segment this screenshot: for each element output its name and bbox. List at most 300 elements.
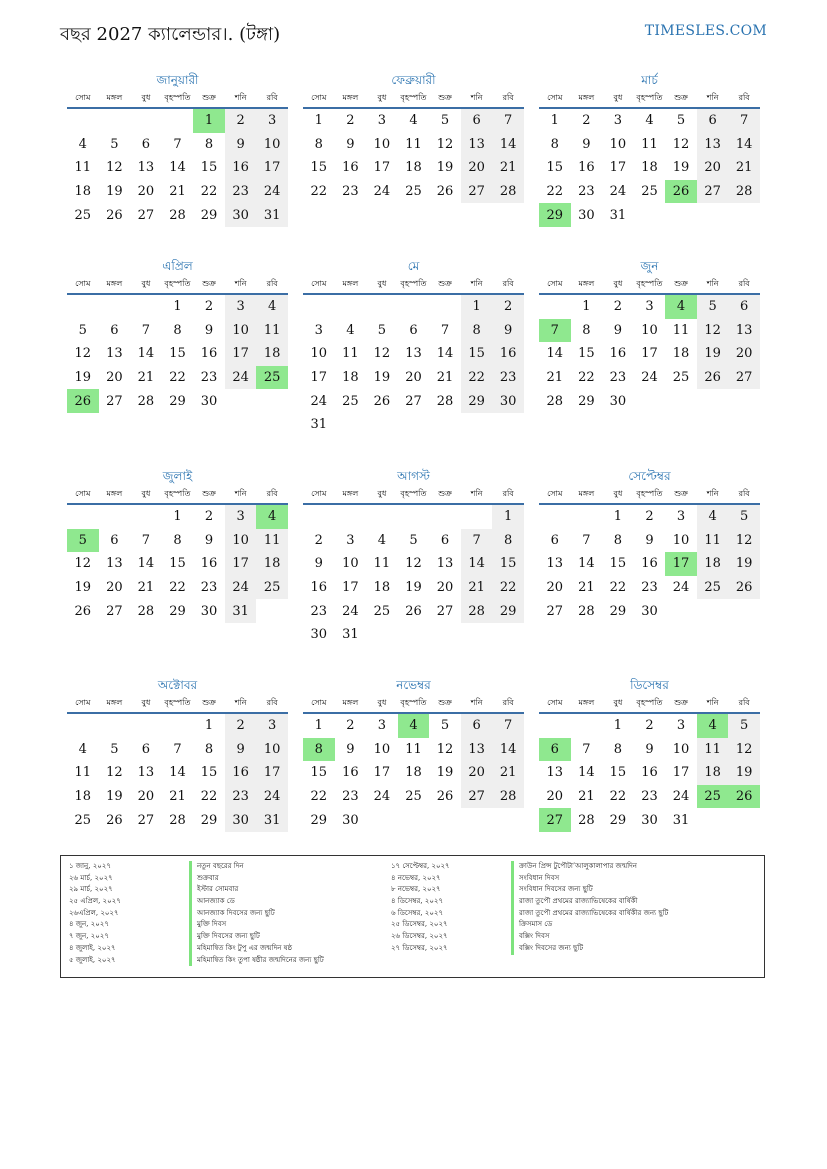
- day-cell[interactable]: 23: [609, 370, 627, 386]
- day-cell[interactable]: 13: [436, 556, 454, 572]
- day-cell[interactable]: 6: [728, 294, 760, 319]
- day-cell[interactable]: 20: [461, 761, 493, 785]
- day-cell[interactable]: 21: [492, 156, 524, 180]
- day-cell[interactable]: 5: [377, 322, 387, 338]
- day-cell[interactable]: 9: [346, 136, 355, 152]
- day-cell[interactable]: 26: [74, 603, 92, 619]
- day-cell[interactable]: 21: [728, 156, 760, 180]
- day-cell[interactable]: 13: [106, 346, 123, 362]
- day-cell[interactable]: 14: [169, 160, 186, 176]
- day-cell[interactable]: 8: [314, 136, 323, 152]
- day-cell[interactable]: 1: [550, 113, 559, 129]
- day-cell[interactable]: 7: [582, 741, 591, 757]
- day-cell[interactable]: 22: [609, 580, 627, 596]
- day-cell[interactable]: 12: [697, 319, 729, 343]
- day-cell[interactable]: 20: [106, 370, 123, 386]
- day-cell[interactable]: 20: [728, 342, 760, 366]
- day-cell[interactable]: 1: [582, 299, 591, 315]
- day-cell[interactable]: 25: [697, 576, 729, 600]
- day-cell[interactable]: 6: [409, 322, 418, 338]
- day-cell[interactable]: 3: [377, 113, 387, 129]
- day-cell[interactable]: 8: [461, 319, 493, 343]
- day-cell[interactable]: 13: [137, 160, 155, 176]
- day-cell[interactable]: 5: [110, 136, 119, 152]
- day-cell[interactable]: 14: [137, 556, 155, 572]
- day-cell[interactable]: 9: [645, 532, 654, 548]
- day-cell[interactable]: 13: [137, 765, 155, 781]
- day-cell[interactable]: 22: [200, 789, 218, 805]
- day-cell[interactable]: 3: [225, 294, 257, 319]
- day-cell[interactable]: 25: [405, 184, 422, 200]
- day-cell[interactable]: 5: [728, 504, 760, 529]
- day-cell[interactable]: 12: [672, 136, 690, 152]
- day-cell[interactable]: 29: [169, 393, 186, 409]
- day-cell[interactable]: 6: [440, 532, 450, 548]
- day-cell[interactable]: 15: [578, 346, 595, 362]
- day-cell[interactable]: 28: [578, 603, 595, 619]
- day-cell[interactable]: 27: [106, 603, 123, 619]
- day-cell[interactable]: 31: [256, 203, 288, 227]
- day-cell[interactable]: 25: [697, 785, 729, 809]
- day-cell[interactable]: 9: [204, 322, 214, 338]
- day-cell[interactable]: 7: [728, 108, 760, 133]
- day-cell[interactable]: 4: [78, 741, 87, 757]
- day-cell[interactable]: 4: [256, 294, 288, 319]
- day-cell[interactable]: 11: [373, 556, 391, 572]
- day-cell[interactable]: 21: [492, 761, 524, 785]
- day-cell[interactable]: 2: [314, 532, 323, 548]
- day-cell[interactable]: 16: [342, 765, 359, 781]
- day-cell[interactable]: 20: [546, 580, 564, 596]
- day-cell[interactable]: 6: [110, 322, 119, 338]
- day-cell[interactable]: 8: [204, 741, 214, 757]
- day-cell[interactable]: 27: [137, 812, 155, 828]
- day-cell[interactable]: 11: [342, 346, 359, 362]
- day-cell[interactable]: 25: [74, 207, 92, 223]
- day-cell[interactable]: 22: [461, 366, 493, 390]
- day-cell[interactable]: 2: [225, 713, 257, 738]
- day-cell[interactable]: 1: [461, 294, 493, 319]
- day-cell[interactable]: 13: [106, 556, 123, 572]
- day-cell[interactable]: 16: [609, 346, 627, 362]
- day-cell[interactable]: 10: [672, 532, 690, 548]
- day-cell[interactable]: 30: [609, 393, 627, 409]
- day-cell[interactable]: 13: [405, 346, 422, 362]
- day-cell[interactable]: 18: [641, 160, 658, 176]
- day-cell[interactable]: 8: [550, 136, 559, 152]
- day-cell[interactable]: 19: [106, 789, 123, 805]
- brand-link[interactable]: TIMESLES.COM: [644, 23, 767, 39]
- day-cell[interactable]: 14: [578, 556, 595, 572]
- day-cell[interactable]: 25: [256, 576, 288, 600]
- day-cell[interactable]: 11: [672, 322, 690, 338]
- day-cell[interactable]: 4: [78, 136, 87, 152]
- day-cell[interactable]: 30: [578, 207, 595, 223]
- day-cell[interactable]: 29: [492, 599, 524, 623]
- day-cell[interactable]: 1: [492, 504, 524, 529]
- day-cell[interactable]: 31: [672, 812, 690, 828]
- day-cell[interactable]: 27: [137, 207, 155, 223]
- day-cell[interactable]: 5: [110, 741, 119, 757]
- day-cell[interactable]: 17: [672, 765, 690, 781]
- day-cell[interactable]: 4: [409, 113, 418, 129]
- day-cell[interactable]: 11: [697, 738, 729, 762]
- day-cell[interactable]: 25: [342, 393, 359, 409]
- day-cell[interactable]: 19: [728, 552, 760, 576]
- day-cell[interactable]: 4: [256, 504, 288, 529]
- day-cell[interactable]: 24: [672, 580, 690, 596]
- day-cell[interactable]: 23: [225, 785, 257, 809]
- day-cell[interactable]: 6: [550, 532, 559, 548]
- day-cell[interactable]: 26: [728, 785, 760, 809]
- day-cell[interactable]: 2: [645, 718, 654, 734]
- day-cell[interactable]: 11: [641, 136, 658, 152]
- day-cell[interactable]: 6: [110, 532, 119, 548]
- day-cell[interactable]: 28: [578, 812, 595, 828]
- day-cell[interactable]: 19: [74, 580, 92, 596]
- day-cell[interactable]: 21: [169, 789, 186, 805]
- day-cell[interactable]: 1: [613, 718, 623, 734]
- day-cell[interactable]: 29: [609, 603, 627, 619]
- day-cell[interactable]: 19: [74, 370, 92, 386]
- day-cell[interactable]: 27: [461, 785, 493, 809]
- day-cell[interactable]: 20: [405, 370, 422, 386]
- day-cell[interactable]: 23: [200, 580, 218, 596]
- day-cell[interactable]: 22: [578, 370, 595, 386]
- day-cell[interactable]: 24: [225, 366, 257, 390]
- day-cell[interactable]: 21: [436, 370, 454, 386]
- day-cell[interactable]: 20: [137, 184, 155, 200]
- day-cell[interactable]: 5: [78, 322, 87, 338]
- day-cell[interactable]: 14: [578, 765, 595, 781]
- day-cell[interactable]: 16: [342, 160, 359, 176]
- day-cell[interactable]: 11: [405, 136, 422, 152]
- day-cell[interactable]: 26: [436, 789, 454, 805]
- day-cell[interactable]: 11: [405, 741, 422, 757]
- day-cell[interactable]: 22: [492, 576, 524, 600]
- day-cell[interactable]: 30: [200, 393, 218, 409]
- day-cell[interactable]: 18: [405, 160, 422, 176]
- day-cell[interactable]: 20: [546, 789, 564, 805]
- day-cell[interactable]: 5: [409, 532, 418, 548]
- day-cell[interactable]: 25: [373, 603, 391, 619]
- day-cell[interactable]: 7: [492, 713, 524, 738]
- day-cell[interactable]: 9: [346, 741, 355, 757]
- day-cell[interactable]: 4: [398, 713, 430, 738]
- day-cell[interactable]: 6: [697, 108, 729, 133]
- day-cell[interactable]: 12: [373, 346, 391, 362]
- day-cell[interactable]: 1: [173, 509, 182, 525]
- day-cell[interactable]: 7: [461, 529, 493, 553]
- day-cell[interactable]: 10: [641, 322, 658, 338]
- day-cell[interactable]: 16: [641, 556, 658, 572]
- day-cell[interactable]: 28: [137, 393, 155, 409]
- day-cell[interactable]: 28: [137, 603, 155, 619]
- day-cell[interactable]: 21: [169, 184, 186, 200]
- day-cell[interactable]: 20: [106, 580, 123, 596]
- day-cell[interactable]: 21: [461, 576, 493, 600]
- day-cell[interactable]: 5: [440, 113, 450, 129]
- day-cell[interactable]: 6: [539, 738, 571, 762]
- day-cell[interactable]: 25: [256, 366, 288, 390]
- day-cell[interactable]: 15: [609, 556, 627, 572]
- day-cell[interactable]: 27: [436, 603, 454, 619]
- day-cell[interactable]: 6: [461, 108, 493, 133]
- day-cell[interactable]: 25: [74, 812, 92, 828]
- day-cell[interactable]: 14: [169, 765, 186, 781]
- day-cell[interactable]: 2: [613, 299, 623, 315]
- day-cell[interactable]: 26: [106, 812, 123, 828]
- day-cell[interactable]: 8: [173, 532, 182, 548]
- day-cell[interactable]: 13: [728, 319, 760, 343]
- day-cell[interactable]: 23: [641, 789, 658, 805]
- day-cell[interactable]: 28: [169, 812, 186, 828]
- day-cell[interactable]: 17: [373, 765, 391, 781]
- day-cell[interactable]: 22: [200, 184, 218, 200]
- day-cell[interactable]: 21: [137, 370, 155, 386]
- day-cell[interactable]: 4: [697, 504, 729, 529]
- day-cell[interactable]: 6: [141, 741, 151, 757]
- day-cell[interactable]: 24: [256, 785, 288, 809]
- day-cell[interactable]: 18: [256, 342, 288, 366]
- day-cell[interactable]: 28: [436, 393, 454, 409]
- day-cell[interactable]: 27: [106, 393, 123, 409]
- day-cell[interactable]: 22: [169, 580, 186, 596]
- day-cell[interactable]: 9: [204, 532, 214, 548]
- day-cell[interactable]: 22: [609, 789, 627, 805]
- day-cell[interactable]: 8: [303, 738, 335, 762]
- day-cell[interactable]: 5: [67, 529, 99, 553]
- day-cell[interactable]: 16: [225, 761, 257, 785]
- day-cell[interactable]: 10: [256, 133, 288, 157]
- day-cell[interactable]: 30: [310, 627, 328, 643]
- day-cell[interactable]: 13: [461, 133, 493, 157]
- day-cell[interactable]: 16: [200, 556, 218, 572]
- day-cell[interactable]: 2: [645, 509, 654, 525]
- day-cell[interactable]: 19: [373, 370, 391, 386]
- day-cell[interactable]: 27: [728, 366, 760, 390]
- day-cell[interactable]: 29: [578, 393, 595, 409]
- day-cell[interactable]: 4: [697, 713, 729, 738]
- day-cell[interactable]: 10: [225, 319, 257, 343]
- day-cell[interactable]: 23: [578, 184, 595, 200]
- day-cell[interactable]: 29: [200, 207, 218, 223]
- day-cell[interactable]: 9: [492, 319, 524, 343]
- day-cell[interactable]: 13: [697, 133, 729, 157]
- day-cell[interactable]: 11: [74, 765, 92, 781]
- day-cell[interactable]: 20: [137, 789, 155, 805]
- day-cell[interactable]: 27: [697, 180, 729, 204]
- day-cell[interactable]: 12: [106, 765, 123, 781]
- day-cell[interactable]: 26: [728, 576, 760, 600]
- day-cell[interactable]: 24: [672, 789, 690, 805]
- day-cell[interactable]: 2: [582, 113, 591, 129]
- day-cell[interactable]: 28: [169, 207, 186, 223]
- day-cell[interactable]: 23: [641, 580, 658, 596]
- day-cell[interactable]: 23: [342, 184, 359, 200]
- day-cell[interactable]: 11: [74, 160, 92, 176]
- day-cell[interactable]: 18: [74, 789, 92, 805]
- day-cell[interactable]: 16: [200, 346, 218, 362]
- day-cell[interactable]: 17: [225, 342, 257, 366]
- day-cell[interactable]: 15: [200, 765, 218, 781]
- day-cell[interactable]: 15: [492, 552, 524, 576]
- day-cell[interactable]: 15: [200, 160, 218, 176]
- day-cell[interactable]: 4: [346, 322, 355, 338]
- day-cell[interactable]: 21: [546, 370, 564, 386]
- day-cell[interactable]: 8: [204, 136, 214, 152]
- day-cell[interactable]: 15: [169, 556, 186, 572]
- day-cell[interactable]: 12: [728, 529, 760, 553]
- day-cell[interactable]: 3: [676, 509, 686, 525]
- day-cell[interactable]: 7: [539, 319, 571, 343]
- day-cell[interactable]: 30: [225, 203, 257, 227]
- day-cell[interactable]: 12: [728, 738, 760, 762]
- day-cell[interactable]: 2: [225, 108, 257, 133]
- day-cell[interactable]: 28: [492, 180, 524, 204]
- day-cell[interactable]: 24: [256, 180, 288, 204]
- day-cell[interactable]: 17: [256, 156, 288, 180]
- day-cell[interactable]: 17: [256, 761, 288, 785]
- day-cell[interactable]: 13: [546, 765, 564, 781]
- day-cell[interactable]: 14: [492, 738, 524, 762]
- day-cell[interactable]: 10: [256, 738, 288, 762]
- day-cell[interactable]: 19: [672, 160, 690, 176]
- day-cell[interactable]: 12: [74, 346, 92, 362]
- day-cell[interactable]: 26: [106, 207, 123, 223]
- day-cell[interactable]: 6: [141, 136, 151, 152]
- day-cell[interactable]: 2: [346, 718, 355, 734]
- day-cell[interactable]: 18: [405, 765, 422, 781]
- day-cell[interactable]: 29: [200, 812, 218, 828]
- day-cell[interactable]: 11: [256, 319, 288, 343]
- day-cell[interactable]: 22: [310, 184, 328, 200]
- day-cell[interactable]: 17: [373, 160, 391, 176]
- day-cell[interactable]: 19: [697, 342, 729, 366]
- day-cell[interactable]: 16: [578, 160, 595, 176]
- day-cell[interactable]: 9: [314, 556, 323, 572]
- day-cell[interactable]: 8: [582, 322, 591, 338]
- day-cell[interactable]: 22: [310, 789, 328, 805]
- day-cell[interactable]: 21: [137, 580, 155, 596]
- day-cell[interactable]: 23: [492, 366, 524, 390]
- day-cell[interactable]: 31: [256, 808, 288, 832]
- day-cell[interactable]: 23: [200, 370, 218, 386]
- day-cell[interactable]: 30: [492, 389, 524, 413]
- day-cell[interactable]: 18: [256, 552, 288, 576]
- day-cell[interactable]: 4: [665, 294, 697, 319]
- day-cell[interactable]: 15: [310, 765, 328, 781]
- day-cell[interactable]: 31: [225, 599, 257, 623]
- day-cell[interactable]: 15: [546, 160, 564, 176]
- day-cell[interactable]: 3: [645, 299, 654, 315]
- day-cell[interactable]: 5: [728, 713, 760, 738]
- day-cell[interactable]: 26: [373, 393, 391, 409]
- day-cell[interactable]: 12: [436, 136, 454, 152]
- day-cell[interactable]: 20: [436, 580, 454, 596]
- day-cell[interactable]: 30: [225, 808, 257, 832]
- day-cell[interactable]: 29: [539, 203, 571, 227]
- day-cell[interactable]: 24: [310, 393, 328, 409]
- day-cell[interactable]: 19: [436, 765, 454, 781]
- day-cell[interactable]: 2: [492, 294, 524, 319]
- day-cell[interactable]: 9: [645, 741, 654, 757]
- day-cell[interactable]: 5: [676, 113, 686, 129]
- day-cell[interactable]: 25: [672, 370, 690, 386]
- day-cell[interactable]: 20: [461, 156, 493, 180]
- day-cell[interactable]: 18: [697, 761, 729, 785]
- day-cell[interactable]: 30: [342, 812, 359, 828]
- day-cell[interactable]: 16: [225, 156, 257, 180]
- day-cell[interactable]: 29: [461, 389, 493, 413]
- day-cell[interactable]: 5: [440, 718, 450, 734]
- day-cell[interactable]: 29: [169, 603, 186, 619]
- day-cell[interactable]: 3: [256, 108, 288, 133]
- day-cell[interactable]: 14: [492, 133, 524, 157]
- day-cell[interactable]: 15: [609, 765, 627, 781]
- day-cell[interactable]: 12: [436, 741, 454, 757]
- day-cell[interactable]: 18: [697, 552, 729, 576]
- day-cell[interactable]: 7: [141, 322, 151, 338]
- day-cell[interactable]: 10: [609, 136, 627, 152]
- day-cell[interactable]: 16: [492, 342, 524, 366]
- day-cell[interactable]: 22: [169, 370, 186, 386]
- day-cell[interactable]: 15: [169, 346, 186, 362]
- day-cell[interactable]: 7: [440, 322, 450, 338]
- day-cell[interactable]: 10: [342, 556, 359, 572]
- day-cell[interactable]: 24: [342, 603, 359, 619]
- day-cell[interactable]: 22: [546, 184, 564, 200]
- day-cell[interactable]: 18: [74, 184, 92, 200]
- day-cell[interactable]: 12: [74, 556, 92, 572]
- day-cell[interactable]: 12: [405, 556, 422, 572]
- day-cell[interactable]: 4: [645, 113, 654, 129]
- day-cell[interactable]: 9: [225, 133, 257, 157]
- day-cell[interactable]: 14: [461, 552, 493, 576]
- day-cell[interactable]: 10: [672, 741, 690, 757]
- day-cell[interactable]: 27: [539, 808, 571, 832]
- day-cell[interactable]: 3: [613, 113, 623, 129]
- day-cell[interactable]: 3: [676, 718, 686, 734]
- day-cell[interactable]: 30: [641, 812, 658, 828]
- day-cell[interactable]: 24: [373, 789, 391, 805]
- day-cell[interactable]: 7: [492, 108, 524, 133]
- day-cell[interactable]: 24: [373, 184, 391, 200]
- day-cell[interactable]: 23: [342, 789, 359, 805]
- day-cell[interactable]: 18: [373, 580, 391, 596]
- day-cell[interactable]: 13: [546, 556, 564, 572]
- day-cell[interactable]: 18: [672, 346, 690, 362]
- day-cell[interactable]: 1: [173, 299, 182, 315]
- day-cell[interactable]: 11: [256, 529, 288, 553]
- day-cell[interactable]: 24: [609, 184, 627, 200]
- day-cell[interactable]: 15: [461, 342, 493, 366]
- day-cell[interactable]: 23: [225, 180, 257, 204]
- day-cell[interactable]: 17: [665, 552, 697, 576]
- day-cell[interactable]: 26: [436, 184, 454, 200]
- day-cell[interactable]: 7: [173, 136, 182, 152]
- day-cell[interactable]: 27: [405, 393, 422, 409]
- day-cell[interactable]: 10: [373, 136, 391, 152]
- day-cell[interactable]: 26: [405, 603, 422, 619]
- day-cell[interactable]: 17: [609, 160, 627, 176]
- day-cell[interactable]: 3: [346, 532, 355, 548]
- day-cell[interactable]: 12: [106, 160, 123, 176]
- day-cell[interactable]: 25: [405, 789, 422, 805]
- day-cell[interactable]: 11: [697, 529, 729, 553]
- day-cell[interactable]: 8: [613, 532, 623, 548]
- day-cell[interactable]: 9: [613, 322, 623, 338]
